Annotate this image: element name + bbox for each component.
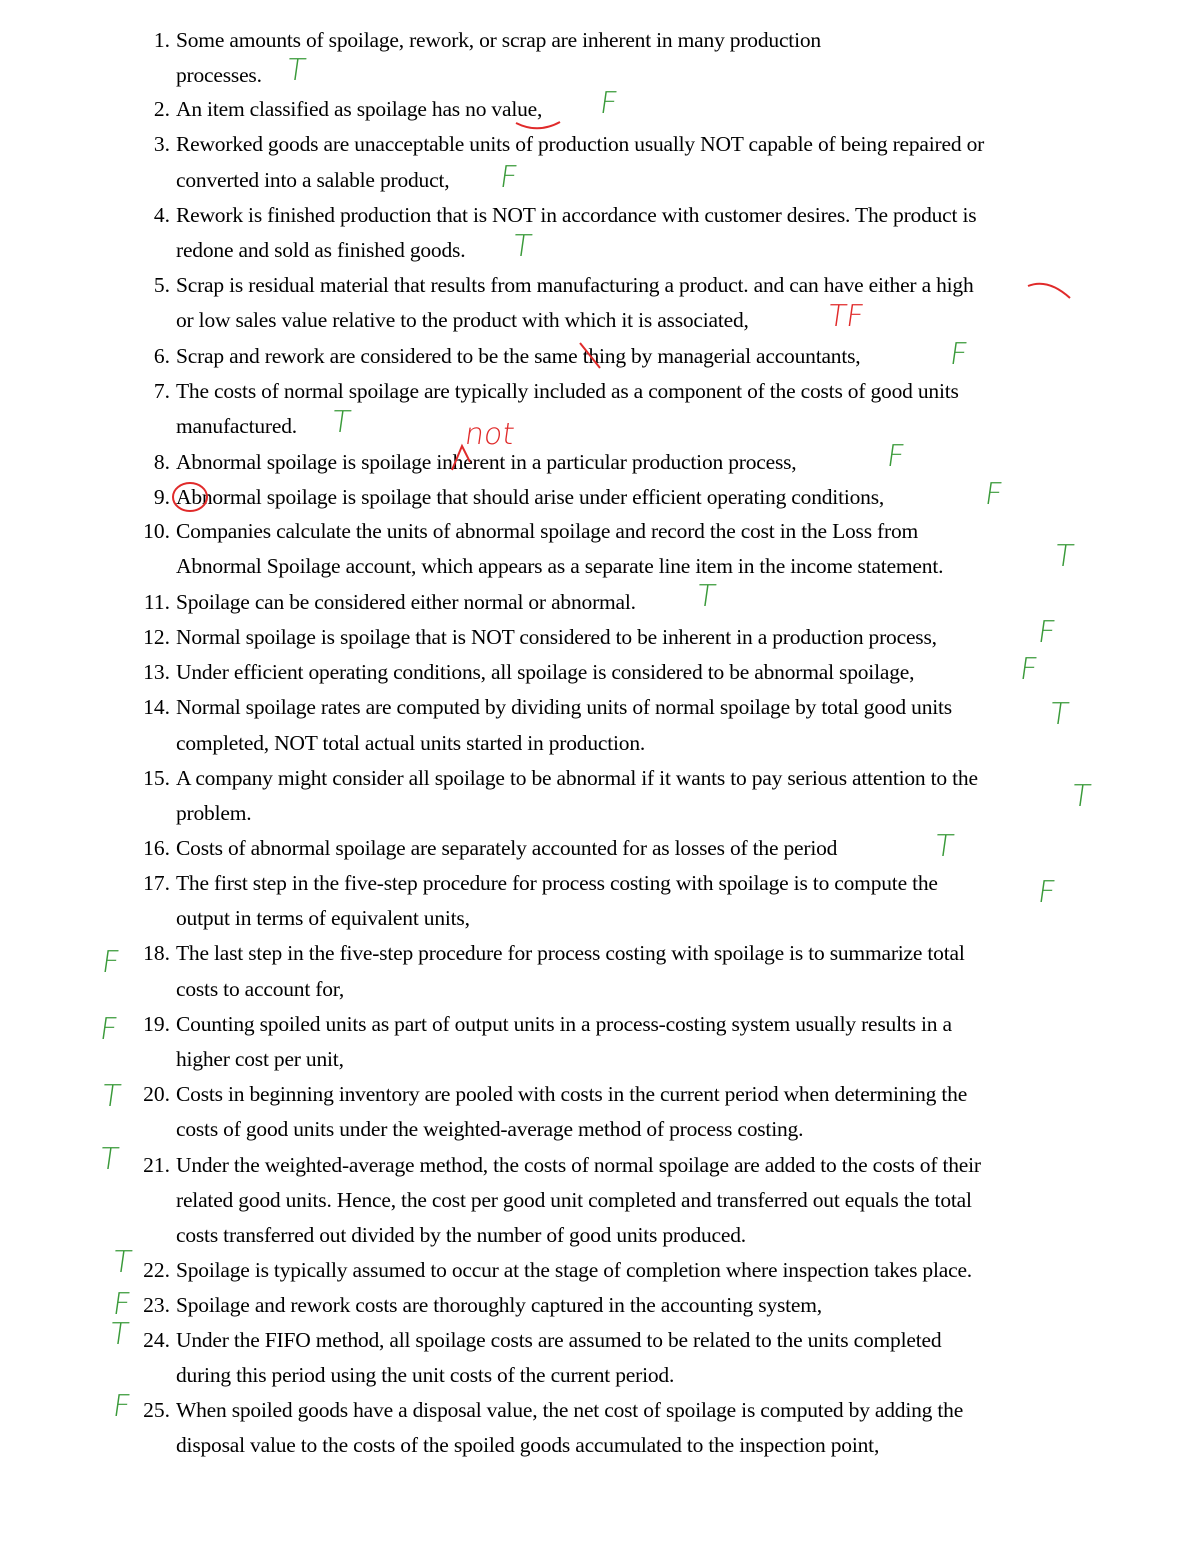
item-text-line: Scrap is residual material that results from manufacturing a product. and can have either a high xyxy=(176,273,974,297)
item-number: 14. xyxy=(143,695,170,719)
item-number: 25. xyxy=(143,1398,170,1422)
item-text-line: Some amounts of spoilage, rework, or scrap are inherent in many production xyxy=(176,28,821,52)
handwritten-mark: F xyxy=(497,160,520,195)
handwritten-mark: F xyxy=(1035,875,1058,910)
handwritten-mark: F xyxy=(982,477,1005,512)
item-text-line: Abnormal spoilage is spoilage that should arise under efficient operating conditions, xyxy=(176,485,885,509)
handwritten-mark: T xyxy=(107,1317,131,1352)
handwritten-mark: T xyxy=(1069,779,1093,814)
item-text-line: or low sales value relative to the product with which it is associated, xyxy=(176,308,749,332)
item-text-line: Costs of abnormal spoilage are separately accounted for as losses of the period xyxy=(176,836,838,860)
item-number: 4. xyxy=(153,203,170,227)
handwritten-mark: F xyxy=(110,1389,133,1424)
handwritten-mark: T xyxy=(97,1142,121,1177)
handwritten-mark: T xyxy=(932,829,956,864)
item-text-line: When spoiled goods have a disposal value, the net cost of spoilage is computed by adding the xyxy=(176,1398,964,1422)
item-text-line: Spoilage can be considered either normal or abnormal. xyxy=(176,590,636,614)
item-text-line: manufactured. xyxy=(176,414,297,438)
handwritten-mark: T xyxy=(1052,539,1076,574)
item-number: 20. xyxy=(143,1082,170,1106)
handwritten-mark: F xyxy=(97,1012,120,1047)
handwritten-mark: F xyxy=(947,337,970,372)
item-number: 11. xyxy=(143,590,170,614)
item-number: 18. xyxy=(143,941,170,965)
handwritten-mark: T xyxy=(329,405,353,440)
item-text-line: during this period using the unit costs of the current period. xyxy=(176,1363,675,1387)
item-text-line: The costs of normal spoilage are typically included as a component of the costs of good units xyxy=(176,379,959,403)
item-number: 21. xyxy=(143,1153,170,1177)
item-number: 2. xyxy=(153,97,170,121)
item-text-line: Spoilage and rework costs are thoroughly captured in the accounting system, xyxy=(176,1293,822,1317)
item-number: 19. xyxy=(143,1012,170,1036)
item-text-line: Normal spoilage is spoilage that is NOT considered to be inherent in a production process, xyxy=(176,625,937,649)
item-text-line: Under the weighted-average method, the costs of normal spoilage are added to the costs of their xyxy=(176,1153,981,1177)
handwritten-mark: TF xyxy=(825,299,867,334)
handwritten-mark: F xyxy=(1035,615,1058,650)
item-number: 6. xyxy=(153,344,170,368)
item-text-line: Under the FIFO method, all spoilage costs are assumed to be related to the units completed xyxy=(176,1328,942,1352)
item-text-line: costs transferred out divided by the number of good units produced. xyxy=(176,1223,746,1247)
item-text-line: related good units. Hence, the cost per good unit completed and transferred out equals the total xyxy=(176,1188,972,1212)
item-text-line: Under efficient operating conditions, all spoilage is considered to be abnormal spoilage, xyxy=(176,660,915,684)
item-number: 8. xyxy=(153,450,170,474)
handwritten-mark: T xyxy=(110,1245,134,1280)
item-text-line: Companies calculate the units of abnormal spoilage and record the cost in the Loss from xyxy=(176,519,919,543)
handwritten-mark: T xyxy=(1047,697,1071,732)
handwritten-mark: F xyxy=(884,439,907,474)
item-text-line: Normal spoilage rates are computed by dividing units of normal spoilage by total good units xyxy=(176,695,952,719)
item-text-line: The last step in the five-step procedure for process costing with spoilage is to summarize total xyxy=(176,941,965,965)
item-number: 3. xyxy=(153,132,170,156)
item-number: 22. xyxy=(143,1258,170,1282)
item-number: 5. xyxy=(153,273,170,297)
item-text-line: higher cost per unit, xyxy=(176,1047,344,1071)
item-text-line: redone and sold as finished goods. xyxy=(176,238,466,262)
item-number: 23. xyxy=(143,1293,170,1317)
handwritten-mark: T xyxy=(510,229,534,264)
item-text-line: completed, NOT total actual units started in production. xyxy=(176,731,646,755)
item-text-line: Counting spoiled units as part of output units in a process-costing system usually results in a xyxy=(176,1012,952,1036)
item-number: 9. xyxy=(153,485,170,509)
item-number: 10. xyxy=(143,519,170,543)
item-text-line: converted into a salable product, xyxy=(176,168,450,192)
item-text-line: disposal value to the costs of the spoiled goods accumulated to the inspection point, xyxy=(176,1433,880,1457)
item-number: 13. xyxy=(143,660,170,684)
item-number: 15. xyxy=(143,766,170,790)
item-number: 24. xyxy=(143,1328,170,1352)
item-text-line: Reworked goods are unacceptable units of production usually NOT capable of being repaired or xyxy=(176,132,985,156)
handwritten-mark: T xyxy=(284,53,308,88)
item-text-line: Scrap and rework are considered to be the same thing by managerial accountants, xyxy=(176,344,861,368)
item-number: 12. xyxy=(143,625,170,649)
item-text-line: costs of good units under the weighted-average method of process costing. xyxy=(176,1117,804,1141)
handwritten-mark: T xyxy=(99,1079,123,1114)
item-text-line: An item classified as spoilage has no value, xyxy=(176,97,543,121)
item-text-line: Abnormal spoilage is spoilage inherent in a particular production process, xyxy=(176,450,797,474)
handwritten-mark: T xyxy=(694,579,718,614)
item-text-line: Rework is finished production that is NOT in accordance with customer desires. The product is xyxy=(176,203,977,227)
item-text-line: costs to account for, xyxy=(176,977,345,1001)
handwritten-mark: F xyxy=(110,1287,133,1322)
item-text-line: A company might consider all spoilage to be abnormal if it wants to pay serious attention to the xyxy=(176,766,978,790)
item-text-line: processes. xyxy=(176,63,262,87)
item-text-line: output in terms of equivalent units, xyxy=(176,906,470,930)
item-text-line: problem. xyxy=(176,801,252,825)
item-number: 1. xyxy=(153,28,170,52)
handwritten-mark: F xyxy=(597,86,620,121)
item-text-line: Spoilage is typically assumed to occur at the stage of completion where inspection takes place. xyxy=(176,1258,972,1282)
item-number: 17. xyxy=(143,871,170,895)
handwritten-mark: F xyxy=(99,945,122,980)
item-number: 16. xyxy=(143,836,170,860)
item-text-line: Abnormal Spoilage account, which appears as a separate line item in the income statement. xyxy=(176,554,944,578)
item-number: 7. xyxy=(153,379,170,403)
item-text-line: Costs in beginning inventory are pooled with costs in the current period when determining the xyxy=(176,1082,968,1106)
handwritten-mark: not xyxy=(462,417,517,452)
item-text-line: The first step in the five-step procedure for process costing with spoilage is to compute the xyxy=(176,871,938,895)
handwritten-mark: F xyxy=(1017,652,1040,687)
